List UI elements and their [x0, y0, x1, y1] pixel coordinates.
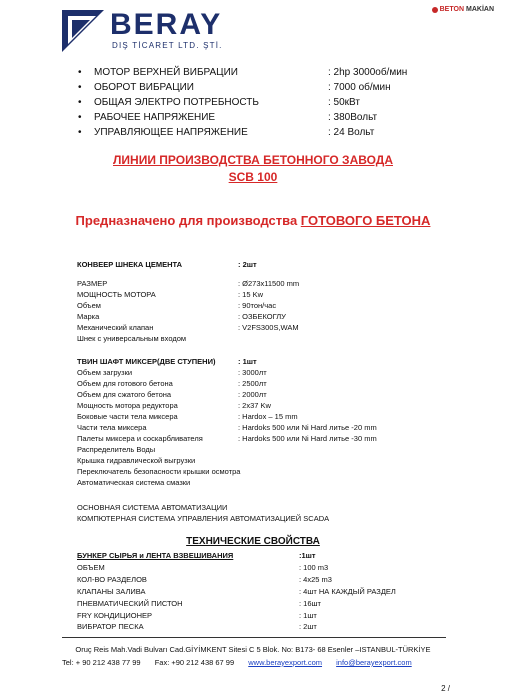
spec-value: : 3000лт [238, 368, 267, 377]
spec-label: Объем для готового бетона [77, 379, 173, 388]
brand-subtitle: DIŞ TİCARET LTD. ŞTİ. [112, 41, 223, 50]
spec-value: : Hardoks 500 или Ni Hard литье -30 mm [238, 434, 377, 443]
conveyor-heading-value: : 2шт [238, 260, 257, 269]
automation-text: ОСНОВНАЯ СИСТЕМА АВТОМАТИЗАЦИИ [77, 503, 228, 512]
spec-value: : 100 m3 [299, 563, 329, 572]
bullet-icon: • [78, 127, 82, 138]
purpose-highlight: ГОТОВОГО БЕТОНА [300, 213, 431, 228]
spec-label: Распределитель Воды [77, 445, 156, 454]
mixer-heading: ТВИН ШАФТ МИКСЕР(ДВЕ СТУПЕНИ) [77, 357, 216, 366]
spec-label: ВИБРАТОР ПЕСКА [77, 622, 144, 631]
spec-label: МОТОР ВЕРХНЕЙ ВИБРАЦИИ [94, 67, 238, 78]
spec-value: : 50кВт [328, 97, 360, 108]
spec-value: : 2x37 Kw [238, 401, 271, 410]
spec-value: : 380Вольт [328, 112, 378, 123]
conveyor-heading: КОНВЕЕР ШНЕКА ЦЕМЕНТА [77, 260, 183, 269]
spec-label: Палеты миксера и соскарбливателя [77, 434, 203, 443]
spec-label: ОБЩАЯ ЭЛЕКТРО ПОТРЕБНОСТЬ [94, 97, 259, 108]
footer-contacts [62, 658, 424, 667]
spec-label: Объем для сжатого бетона [77, 390, 172, 399]
automation-text: КОМПЮТЕРНАЯ СИСТЕМА УПРАВЛЕНИЯ АВТОМАТИЗАЦИЕЙ SCADA [77, 514, 330, 523]
spec-label: Марка [77, 312, 100, 321]
spec-value: : 2000лт [238, 390, 267, 399]
spec-label: Мощность мотора редуктора [77, 401, 178, 410]
partner-suffix: MAKİAN [466, 6, 494, 13]
mixer-heading-value: : 1шт [238, 357, 257, 366]
tech-heading-value: :1шт [299, 551, 316, 560]
spec-label: ОБОРОТ ВИБРАЦИИ [94, 82, 194, 93]
spec-label: КОЛ-ВО РАЗДЕЛОВ [77, 575, 147, 584]
purpose-heading [0, 213, 506, 228]
spec-label: Объем загрузки [77, 368, 133, 377]
bullet-icon: • [78, 97, 82, 108]
spec-value: : 7000 об/мин [328, 82, 391, 93]
spec-value: : ОЗБЕКОГЛУ [238, 312, 286, 321]
spec-value: : 2500лт [238, 379, 267, 388]
spec-label: Крышка гидравлической выгрузки [77, 456, 196, 465]
spec-label: Боковые части тела миксера [77, 412, 178, 421]
spec-label: Механический клапан [77, 323, 154, 332]
section-title: ЛИНИИ ПРОИЗВОДСТВА БЕТОННОГО ЗАВОДА [112, 153, 393, 167]
footer-fax: Fax: +90 212 438 67 99 [154, 658, 235, 667]
spec-value: : 90тон/час [238, 301, 277, 310]
model-title: SCB 100 [228, 170, 278, 184]
beray-logo-icon [62, 10, 104, 52]
purpose-text: Предназначено для производства [75, 213, 301, 228]
spec-label: Автоматическая система смазки [77, 478, 191, 487]
spec-label: МОЩНОСТЬ МОТОРА [77, 290, 156, 299]
footer-tel: Tel: + 90 212 438 77 99 [62, 658, 141, 667]
spec-label: Переключатель безопасности крышки осмотра [77, 467, 241, 476]
spec-value: : 2hp 3000об/мин [328, 67, 408, 78]
spec-label: Части тела миксера [77, 423, 147, 432]
partner-logo [432, 6, 494, 13]
partner-dot-icon [432, 7, 438, 13]
brand-name: BERAY [110, 8, 223, 41]
bullet-icon: • [78, 112, 82, 123]
spec-label: FRY КОНДИЦИОНЕР [77, 611, 153, 620]
spec-label: Шнек с универсальным входом [77, 334, 187, 343]
spec-label: КЛАПАНЫ ЗАЛИВА [77, 587, 146, 596]
footer-website-link[interactable]: www.berayexport.com [248, 658, 323, 667]
spec-value: : Hardox – 15 mm [238, 412, 298, 421]
spec-value: : 15 Kw [238, 290, 264, 299]
spec-label: Объем [77, 301, 101, 310]
bullet-icon: • [78, 82, 82, 93]
spec-label: УПРАВЛЯЮЩЕЕ НАПРЯЖЕНИЕ [94, 127, 248, 138]
tech-title: ТЕХНИЧЕСКИЕ СВОЙСТВА [186, 536, 320, 547]
spec-label: РАЗМЕР [77, 279, 108, 288]
spec-value: : 4шт НА КАЖДЫЙ РАЗДЕЛ [299, 587, 396, 596]
footer-divider [62, 637, 446, 638]
bullet-icon: • [78, 67, 82, 78]
spec-value: : V2FS300S,WAM [238, 323, 299, 332]
footer-email-link[interactable]: info@berayexport.com [336, 658, 412, 667]
spec-label: ПНЕВМАТИЧЕСКИЙ ПИСТОН [77, 599, 183, 608]
spec-label: РАБОЧЕЕ НАПРЯЖЕНИЕ [94, 112, 216, 123]
spec-value: : Hardoks 500 или Ni Hard литье -20 mm [238, 423, 377, 432]
spec-value: : 1шт [299, 611, 317, 620]
tech-heading: БУНКЕР СЫРЬЯ и ЛЕНТА ВЗВЕШИВАНИЯ [77, 551, 234, 560]
spec-value: : 4x25 m3 [299, 575, 332, 584]
spec-label: ОБЪЕМ [77, 563, 105, 572]
partner-prefix: BETON [439, 6, 464, 13]
spec-value: : Ø273x11500 mm [238, 279, 300, 288]
spec-value: : 2шт [299, 622, 317, 631]
footer-address: Oruç Reis Mah.Vadi Bulvarı Cad.GİYİMKENT Sitesi C 5 Blok. No: B173- 68 Esenler –ISTANBUL-TÜRKİYE [75, 645, 431, 654]
page-number: 2 / [441, 684, 450, 693]
spec-value: : 16шт [299, 599, 321, 608]
spec-value: : 24 Вольт [328, 127, 375, 138]
